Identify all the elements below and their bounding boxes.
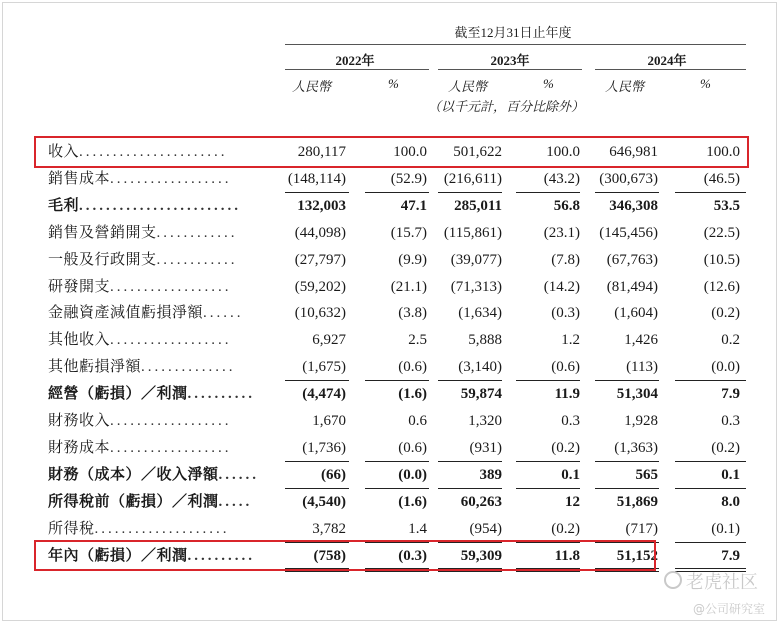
leader-dots: .............. — [141, 359, 236, 376]
sub-rmb-2022: 人民幣 — [292, 79, 332, 94]
leader-dots: .......... — [187, 386, 256, 403]
percent-cell: 0.3 — [561, 413, 580, 429]
percent-cell: 100.0 — [393, 144, 427, 160]
table-row — [0, 300, 781, 326]
table-row — [0, 327, 781, 353]
row-label-text: 一般及行政開支 — [48, 251, 157, 268]
amount-cell: (300,673) — [599, 170, 658, 187]
highlight-box — [34, 136, 749, 168]
percent-cell: (10.5) — [703, 251, 740, 268]
amount-cell: 1,320 — [468, 413, 502, 429]
amount-cell: (71,313) — [450, 278, 502, 295]
amount-cell: (59,202) — [294, 278, 346, 295]
row-label-text: 研發開支 — [48, 278, 111, 295]
percent-cell: (22.5) — [703, 224, 740, 241]
percent-cell: 1.4 — [408, 520, 427, 537]
amount-cell: 51,869 — [616, 493, 658, 510]
percent-cell: 11.8 — [554, 547, 580, 564]
percent-cell: (0.3) — [551, 305, 580, 322]
percent-cell: (21.1) — [390, 278, 427, 295]
percent-cell: (0.2) — [711, 439, 740, 456]
percent-cell: 47.1 — [400, 197, 427, 214]
underline — [365, 571, 429, 572]
row-label — [48, 462, 268, 488]
amount-cell: (27,797) — [294, 251, 346, 268]
amount-cell: 1,670 — [312, 413, 346, 429]
amount-cell: 60,263 — [460, 493, 502, 510]
row-label-text: 其他虧損淨額 — [48, 359, 142, 376]
row-label-text: 銷售及營銷開支 — [48, 224, 157, 241]
watermark-handle: @公司研究室 — [693, 602, 766, 616]
amount-cell: (39,077) — [450, 251, 502, 268]
percent-cell: (9.9) — [398, 251, 427, 268]
amount-cell: 646,981 — [609, 144, 658, 160]
unit-note: （以千元計，百分比除外） — [428, 99, 585, 114]
percent-cell: (7.8) — [551, 251, 580, 268]
percent-cell: 56.8 — [553, 197, 580, 214]
amount-cell: (1,604) — [614, 305, 658, 322]
amount-cell: (1,634) — [458, 305, 502, 322]
leader-dots: ............ — [156, 251, 238, 268]
underline — [516, 571, 580, 572]
leader-dots: .................. — [110, 332, 232, 349]
percent-cell: (46.5) — [703, 170, 740, 187]
amount-cell: (4,474) — [302, 386, 346, 403]
amount-cell: (113) — [626, 359, 658, 376]
leader-dots: .................. — [110, 413, 232, 429]
percent-cell: (0.2) — [551, 520, 580, 537]
amount-cell: 346,308 — [609, 197, 658, 214]
percent-cell: (0.3) — [398, 547, 427, 564]
percent-cell: (0.2) — [551, 439, 580, 456]
amount-cell: (4,540) — [302, 493, 346, 510]
row-label-text: 財務收入 — [48, 413, 111, 429]
row-label-text: 年內（虧損）／利潤 — [48, 547, 188, 564]
row-label-text: 其他收入 — [48, 332, 111, 349]
percent-cell: (0.0) — [398, 466, 427, 483]
amount-cell: 59,309 — [460, 547, 502, 564]
table-row — [0, 462, 781, 488]
amount-cell: (931) — [469, 439, 502, 456]
percent-cell: (0.6) — [398, 359, 427, 376]
table-row — [0, 247, 781, 273]
row-label — [48, 166, 268, 192]
row-label-text: 金融資產減值虧損淨額 — [48, 305, 204, 322]
year-2022: 2022年 — [335, 53, 375, 68]
amount-cell: (717) — [625, 520, 658, 537]
row-label — [48, 354, 268, 380]
table-row — [0, 354, 781, 380]
percent-cell: 2.5 — [408, 332, 427, 349]
amount-cell: 132,003 — [297, 197, 346, 214]
underline — [595, 571, 659, 572]
amount-cell: (3,140) — [458, 359, 502, 376]
amount-cell: 280,117 — [297, 144, 346, 160]
row-label — [48, 247, 268, 273]
amount-cell: (954) — [469, 520, 502, 537]
year-rule-2024 — [595, 69, 746, 70]
percent-cell: (23.1) — [543, 224, 580, 241]
year-2024: 2024年 — [647, 53, 687, 68]
row-label-text: 財務（成本）／收入淨額 — [48, 466, 219, 483]
period-title: 截至12月31日止年度 — [454, 25, 572, 40]
amount-cell: 6,927 — [312, 332, 346, 349]
row-label — [48, 516, 268, 542]
percent-cell: 100.0 — [546, 144, 580, 160]
leader-dots: .................. — [110, 278, 232, 295]
leader-dots: ...................... — [79, 144, 228, 160]
amount-cell: 1,928 — [624, 413, 658, 429]
amount-cell: 59,874 — [460, 386, 502, 403]
leader-dots: ...... — [218, 466, 260, 483]
underline — [285, 571, 349, 572]
row-label-text: 財務成本 — [48, 439, 111, 456]
row-label-text: 所得稅前（虧損）／利潤 — [48, 493, 219, 510]
row-label-text: 經營（虧損）／利潤 — [48, 386, 188, 403]
sub-rmb-2024: 人民幣 — [605, 79, 645, 94]
percent-cell: (0.6) — [551, 359, 580, 376]
row-label — [48, 381, 268, 407]
amount-cell: (67,763) — [606, 251, 658, 268]
leader-dots: ........................ — [79, 197, 242, 214]
amount-cell: (216,611) — [443, 170, 502, 187]
percent-cell: 0.6 — [408, 413, 427, 429]
sub-rmb-2023: 人民幣 — [448, 79, 488, 94]
amount-cell: 51,304 — [616, 386, 658, 403]
amount-cell: (1,736) — [302, 439, 346, 456]
amount-cell: 3,782 — [312, 520, 346, 537]
row-label — [48, 435, 268, 461]
row-label — [48, 274, 268, 300]
amount-cell: (758) — [313, 547, 346, 564]
percent-cell: (0.6) — [398, 439, 427, 456]
sub-pct-2022: % — [388, 76, 399, 91]
leader-dots: ............ — [156, 224, 238, 241]
percent-cell: 1.2 — [561, 332, 580, 349]
percent-cell: 53.5 — [713, 197, 740, 214]
percent-cell: 0.3 — [721, 413, 740, 429]
leader-dots: ..... — [218, 493, 253, 510]
year-2023: 2023年 — [490, 53, 530, 68]
table-row — [0, 193, 781, 219]
amount-cell: (115,861) — [443, 224, 502, 241]
amount-cell: (1,675) — [302, 359, 346, 376]
percent-cell: 0.1 — [721, 466, 740, 483]
percent-cell: (52.9) — [390, 170, 427, 187]
leader-dots: ...... — [203, 305, 244, 322]
amount-cell: 565 — [635, 466, 658, 483]
year-rule-2023 — [438, 69, 582, 70]
row-label-text: 銷售成本 — [48, 170, 111, 187]
row-label — [48, 300, 268, 326]
percent-cell: 100.0 — [706, 144, 740, 160]
percent-cell: 12 — [565, 493, 580, 510]
percent-cell: (12.6) — [703, 278, 740, 295]
table-row — [0, 408, 781, 434]
percent-cell: (3.8) — [398, 305, 427, 322]
row-label — [48, 489, 268, 515]
row-label-text: 毛利 — [48, 197, 80, 214]
percent-cell: 0.2 — [721, 332, 740, 349]
table-row — [0, 516, 781, 542]
highlight-box — [34, 540, 656, 572]
period-rule — [285, 44, 746, 45]
row-label — [48, 408, 268, 434]
percent-cell: (1.6) — [398, 386, 427, 403]
amount-cell: (10,632) — [294, 305, 346, 322]
percent-cell: 7.9 — [721, 547, 740, 564]
amount-cell: (44,098) — [294, 224, 346, 241]
leader-dots: .................. — [110, 439, 232, 456]
watermark-brand: 老虎社区 — [686, 572, 758, 593]
table-row — [0, 381, 781, 407]
tiger-logo-icon — [664, 571, 682, 589]
row-label-text: 收入 — [48, 144, 80, 160]
percent-cell: (0.2) — [711, 305, 740, 322]
sub-pct-2024: % — [700, 76, 711, 91]
amount-cell: 501,622 — [453, 144, 502, 160]
amount-cell: 389 — [479, 466, 502, 483]
amount-cell: 51,152 — [616, 547, 658, 564]
row-label — [48, 327, 268, 353]
percent-cell: (1.6) — [398, 493, 427, 510]
amount-cell: (1,363) — [614, 439, 658, 456]
amount-cell: 1,426 — [624, 332, 658, 349]
percent-cell: 0.1 — [561, 466, 580, 483]
table-row — [0, 220, 781, 246]
row-label-text: 所得稅 — [48, 520, 95, 537]
amount-cell: (148,114) — [287, 170, 346, 187]
amount-cell: (145,456) — [599, 224, 658, 241]
percent-cell: (43.2) — [543, 170, 580, 187]
percent-cell: 8.0 — [721, 493, 740, 510]
percent-cell: (0.0) — [711, 359, 740, 376]
percent-cell: (14.2) — [543, 278, 580, 295]
underline — [438, 571, 502, 572]
leader-dots: .................. — [110, 170, 232, 187]
amount-cell: (81,494) — [606, 278, 658, 295]
percent-cell: 7.9 — [721, 386, 740, 403]
row-label — [48, 220, 268, 246]
row-label — [48, 193, 268, 219]
amount-cell: 5,888 — [468, 332, 502, 349]
leader-dots: .................... — [94, 520, 230, 537]
table-row — [0, 274, 781, 300]
amount-cell: 285,011 — [454, 197, 502, 214]
percent-cell: (15.7) — [390, 224, 427, 241]
amount-cell: (66) — [321, 466, 346, 483]
sub-pct-2023: % — [543, 76, 554, 91]
table-row — [0, 435, 781, 461]
percent-cell: (0.1) — [711, 520, 740, 537]
table-row — [0, 489, 781, 515]
year-rule-2022 — [285, 69, 429, 70]
leader-dots: .......... — [187, 547, 256, 564]
percent-cell: 11.9 — [554, 386, 580, 403]
table-row — [0, 166, 781, 192]
